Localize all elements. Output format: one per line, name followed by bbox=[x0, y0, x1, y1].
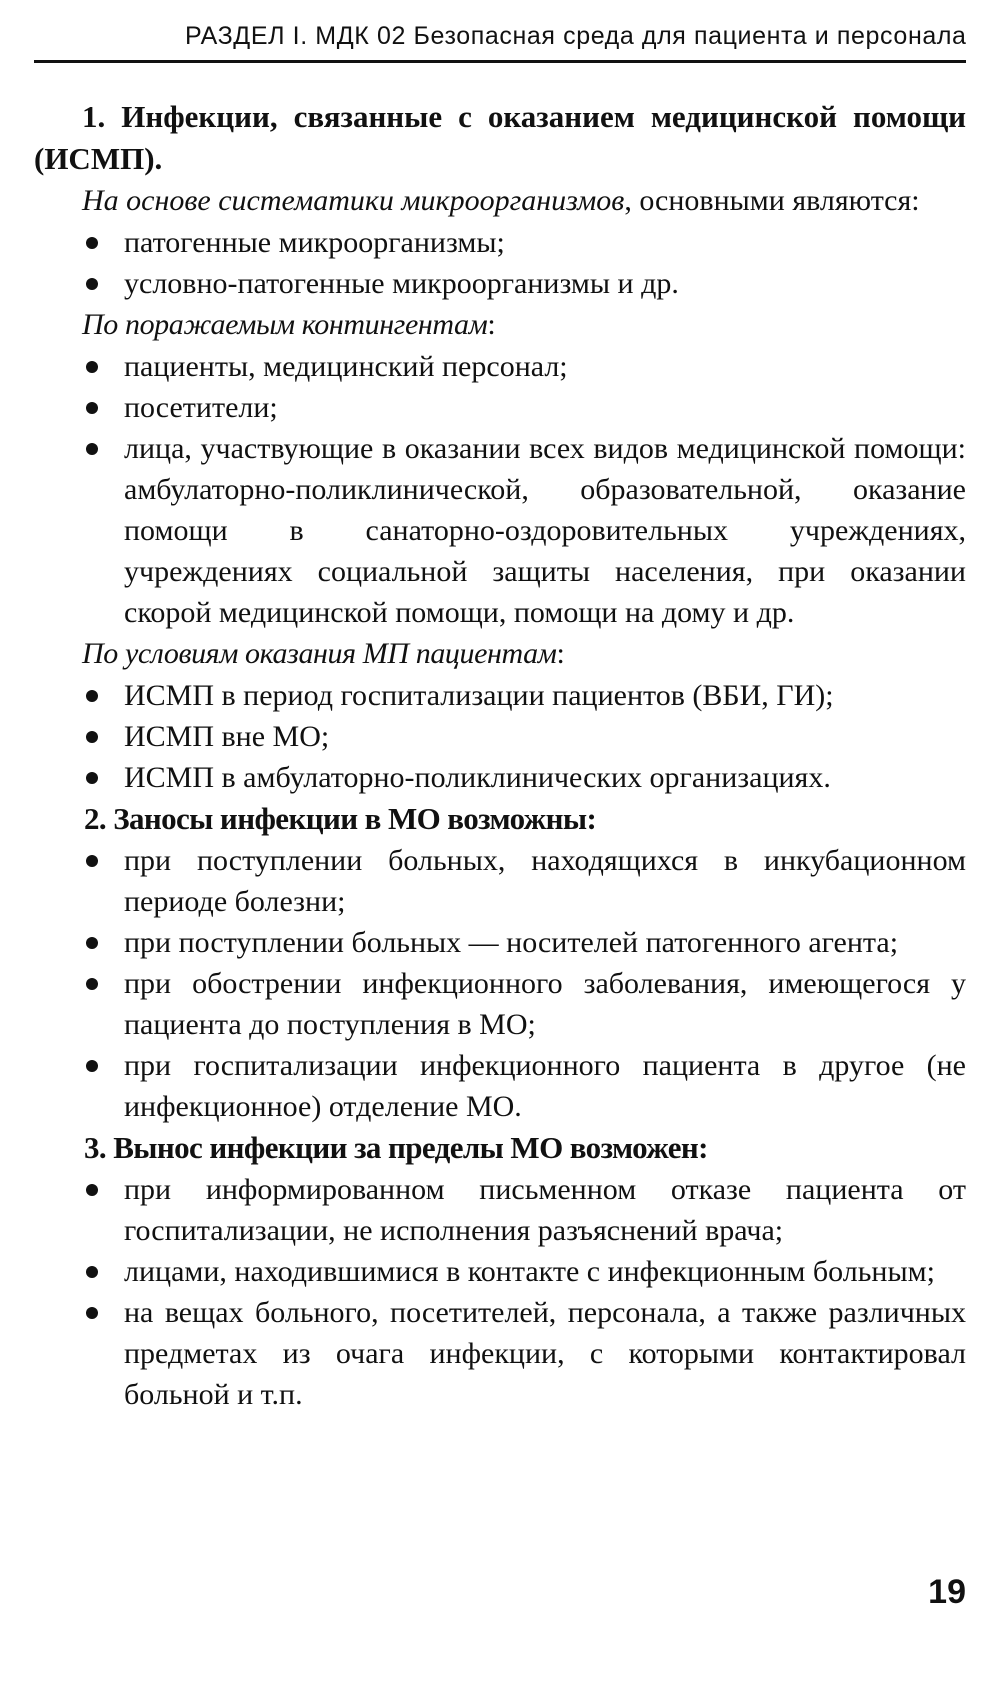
list-item-text: на вещах больного, посетителей, персонала, а также различных предметах из очага инфекции, с которыми контактировал больной и т.п. bbox=[124, 1296, 966, 1411]
intro-italic-phrase: На основе систематики микроорганизмов bbox=[82, 184, 625, 217]
bullet-icon bbox=[86, 1184, 98, 1196]
bullet-icon bbox=[86, 1307, 98, 1319]
bullet-icon bbox=[86, 1266, 98, 1278]
list-item-text: пациенты, медицинский персонал; bbox=[124, 350, 568, 383]
bullet-icon bbox=[86, 1060, 98, 1072]
list-item-text: при информированном письменном отказе пациента от госпитализации, не исполнения разъяснений врача; bbox=[124, 1173, 966, 1247]
bullet-icon bbox=[86, 237, 98, 249]
list-item bbox=[34, 1292, 966, 1415]
subhead-conditions-text: По условиям оказания МП пациентам bbox=[82, 637, 557, 670]
list-microorganisms bbox=[34, 222, 966, 304]
subhead-colon: : bbox=[556, 637, 565, 670]
list-item bbox=[34, 263, 966, 304]
bullet-icon bbox=[86, 978, 98, 990]
subhead-contingents bbox=[34, 304, 966, 346]
list-item bbox=[34, 675, 966, 716]
list-item-text: при поступлении больных, находящихся в инкубационном периоде болезни; bbox=[124, 844, 966, 918]
list-item-text: при госпитализации инфекционного пациента в другое (не инфекционное) отделение МО. bbox=[124, 1049, 966, 1123]
bullet-icon bbox=[86, 690, 98, 702]
bullet-icon bbox=[86, 772, 98, 784]
list-item bbox=[34, 840, 966, 922]
list-infection-export bbox=[34, 1169, 966, 1415]
list-item bbox=[34, 1169, 966, 1251]
section-1-heading: 1. Инфекции, связанные с оказанием медицинской помощи (ИСМП). bbox=[34, 99, 966, 176]
list-item-text: лицами, находившимися в контакте с инфекционным больным; bbox=[124, 1255, 935, 1288]
list-item-text: при обострении инфекционного заболевания, имеющегося у пациента до поступления в МО; bbox=[124, 967, 966, 1041]
list-item bbox=[34, 222, 966, 263]
section-2-heading: 2. Заносы инфекции в МО возможны: bbox=[84, 801, 597, 836]
list-infection-import bbox=[34, 840, 966, 1127]
list-item-text: патогенные микроорганизмы; bbox=[124, 226, 505, 259]
list-item-text: ИСМП в период госпитализации пациентов (ВБИ, ГИ); bbox=[124, 679, 834, 712]
subhead-colon: : bbox=[487, 308, 496, 341]
list-item-text: ИСМП в амбулаторно-поликлинических организациях. bbox=[124, 761, 831, 794]
page-body bbox=[34, 96, 966, 1415]
list-conditions bbox=[34, 675, 966, 798]
list-item bbox=[34, 387, 966, 428]
intro-rest: , основными являются: bbox=[624, 184, 920, 217]
list-contingents bbox=[34, 346, 966, 633]
list-item-text: посетители; bbox=[124, 391, 278, 424]
list-item bbox=[34, 346, 966, 387]
bullet-icon bbox=[86, 937, 98, 949]
bullet-icon bbox=[86, 402, 98, 414]
list-item-text: при поступлении больных — носителей патогенного агента; bbox=[124, 926, 899, 959]
bullet-icon bbox=[86, 855, 98, 867]
list-item bbox=[34, 1251, 966, 1292]
page-number: 19 bbox=[928, 1573, 966, 1611]
section-3-heading: 3. Вынос инфекции за пределы МО возможен: bbox=[84, 1130, 708, 1165]
list-item bbox=[34, 716, 966, 757]
subhead-conditions bbox=[34, 633, 966, 675]
running-header: РАЗДЕЛ I. МДК 02 Безопасная среда для пациента и персонала bbox=[185, 22, 967, 50]
section-1-intro bbox=[34, 180, 966, 222]
bullet-icon bbox=[86, 278, 98, 290]
subhead-contingents-text: По поражаемым контингентам bbox=[82, 308, 488, 341]
list-item bbox=[34, 1045, 966, 1127]
list-item bbox=[34, 428, 966, 633]
list-item-text: лица, участвующие в оказании всех видов медицинской помощи: амбулаторно-поликлинической, образовательной, оказание помощи в санаторно-оздоровительных учреждениях, учреждениях социальной защиты населения, при оказании скорой медицинской помощи, помощи на дому и др. bbox=[124, 432, 966, 629]
list-item bbox=[34, 963, 966, 1045]
bullet-icon bbox=[86, 361, 98, 373]
list-item bbox=[34, 922, 966, 963]
bullet-icon bbox=[86, 731, 98, 743]
list-item bbox=[34, 757, 966, 798]
list-item-text: условно-патогенные микроорганизмы и др. bbox=[124, 267, 679, 300]
list-item-text: ИСМП вне МО; bbox=[124, 720, 330, 753]
header-rule bbox=[34, 60, 966, 63]
bullet-icon bbox=[86, 443, 98, 455]
